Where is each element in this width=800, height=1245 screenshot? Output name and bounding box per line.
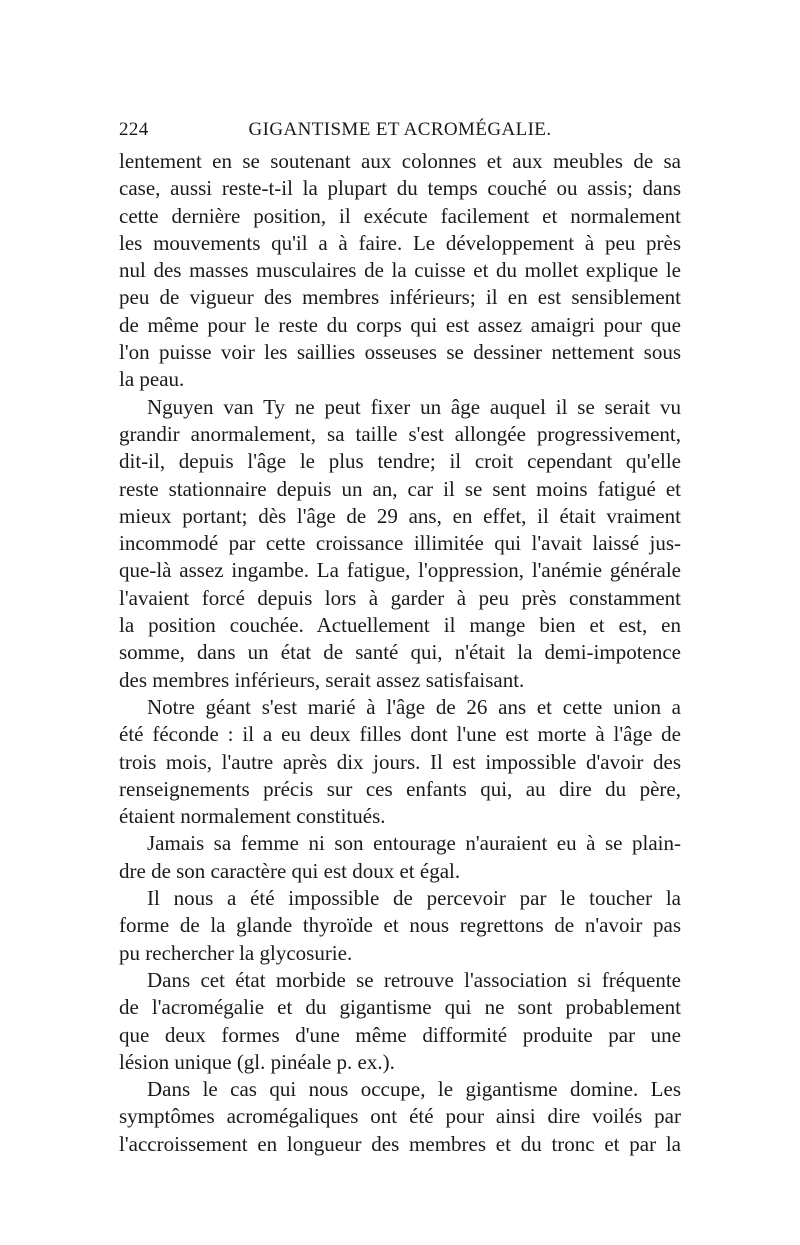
body-text (119, 148, 681, 1158)
text-line: somme, dans un état de santé qui, n'était la demi-impotence (119, 640, 681, 665)
text-line: lésion unique (gl. pinéale p. ex.). (119, 1049, 395, 1074)
paragraph (119, 694, 681, 830)
text-line: pu rechercher la glycosurie. (119, 940, 353, 965)
paragraph (119, 148, 681, 394)
text-line: Nguyen van Ty ne peut fixer un âge auquel il se serait vu (147, 394, 681, 419)
text-line: la peau. (119, 367, 185, 392)
text-line: renseignements précis sur ces enfants qui, au dire du père, (119, 776, 681, 801)
text-line: de l'acromégalie et du gigantisme qui ne sont probablement (119, 995, 681, 1020)
text-line: grandir anormalement, sa taille s'est allongée progressivement, (119, 421, 681, 446)
paragraph (119, 830, 681, 885)
text-line: Notre géant s'est marié à l'âge de 26 ans et cette union a (147, 694, 681, 719)
running-head (119, 112, 681, 148)
text-line: reste stationnaire depuis un an, car il se sent moins fatigué et (119, 476, 681, 501)
text-line: la position couchée. Actuellement il mange bien et est, en (119, 613, 681, 638)
text-line: dre de son caractère qui est doux et égal. (119, 858, 461, 883)
text-line: forme de la glande thyroïde et nous regrettons de n'avoir pas (119, 913, 681, 938)
text-line: étaient normalement constitués. (119, 804, 386, 829)
text-line: nul des masses musculaires de la cuisse et du mollet explique le (119, 258, 681, 283)
paragraph (119, 1076, 681, 1158)
text-line: cette dernière position, il exécute facilement et normalement (119, 203, 681, 228)
text-line: Il nous a été impossible de percevoir par le toucher la (147, 886, 681, 911)
page-number: 224 (119, 119, 149, 140)
text-line: été féconde : il a eu deux filles dont l'une est morte à l'âge de (119, 722, 681, 747)
text-line: incommodé par cette croissance illimitée qui l'avait laissé jus- (119, 531, 681, 556)
text-line: trois mois, l'autre après dix jours. Il est impossible d'avoir des (119, 749, 681, 774)
text-line: peu de vigueur des membres inférieurs; il en est sensiblement (119, 285, 681, 310)
text-line: l'avaient forcé depuis lors à garder à peu près constamment (119, 585, 681, 610)
text-line: symptômes acromégaliques ont été pour ainsi dire voilés par (119, 1104, 681, 1129)
text-line: de même pour le reste du corps qui est assez amaigri pour que (119, 312, 681, 337)
text-line: Dans cet état morbide se retrouve l'association si fréquente (147, 967, 681, 992)
text-line: les mouvements qu'il a à faire. Le développement à peu près (119, 230, 681, 255)
text-line: que deux formes d'une même difformité produite par une (119, 1022, 681, 1047)
text-line: mieux portant; dès l'âge de 29 ans, en effet, il était vraiment (119, 503, 681, 528)
text-line: dit-il, depuis l'âge le plus tendre; il croit cependant qu'elle (119, 449, 681, 474)
text-line: que-là assez ingambe. La fatigue, l'oppression, l'anémie générale (119, 558, 681, 583)
text-line: l'on puisse voir les saillies osseuses se dessiner nettement sous (119, 340, 681, 365)
paragraph (119, 394, 681, 694)
text-line: case, aussi reste-t-il la plupart du temps couché ou assis; dans (119, 176, 681, 201)
text-line: Jamais sa femme ni son entourage n'auraient eu à se plain- (147, 831, 681, 856)
paragraph (119, 967, 681, 1076)
text-line: des membres inférieurs, serait assez satisfaisant. (119, 667, 525, 692)
paragraph (119, 885, 681, 967)
text-line: l'accroissement en longueur des membres et du tronc et par la (119, 1131, 681, 1156)
book-page (119, 112, 681, 1158)
text-line: lentement en se soutenant aux colonnes et aux meubles de sa (119, 149, 681, 173)
running-title: GIGANTISME ET ACROMÉGALIE. (248, 119, 552, 140)
text-line: Dans le cas qui nous occupe, le gigantisme domine. Les (147, 1077, 681, 1102)
